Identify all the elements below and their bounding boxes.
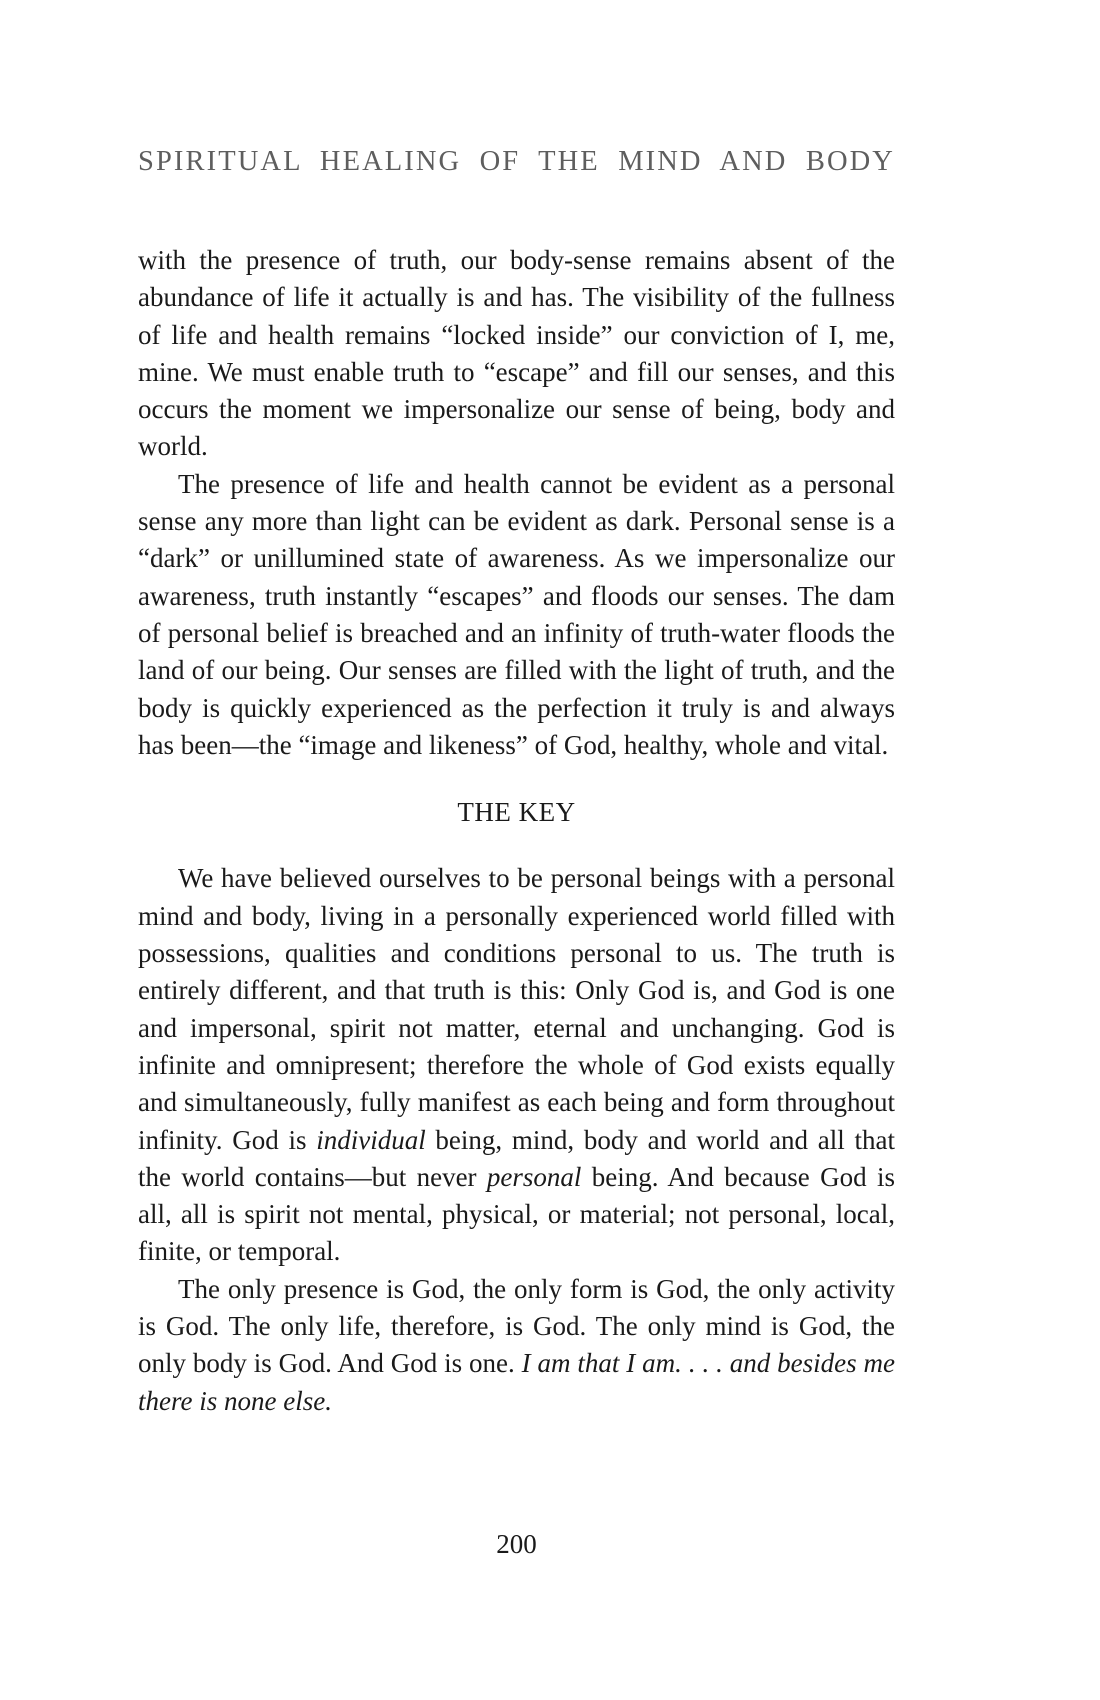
scripture-quote: I am that I am. . . . and besides me there is none else. [138,1348,895,1416]
running-head-title: SPIRITUAL HEALING OF THE MIND AND BODY [138,146,895,177]
italic-personal: personal [486,1161,582,1192]
book-page [138,0,895,1700]
body-text [138,242,895,1420]
paragraph-4 [138,1271,895,1420]
section-heading: THE KEY [457,797,576,828]
italic-individual: individual [316,1124,426,1155]
paragraph-3-text-b: being, mind, body and world and all that the world contains—but never [138,1124,895,1192]
paragraph-3-text-c: being. And because God is all, all is spirit not mental, physical, or material; not personal, local, finite, or temporal. [138,1161,895,1267]
page-number: 200 [496,1529,537,1559]
paragraph-2: The presence of life and health cannot be evident as a personal sense any more than light can be evident as dark. Personal sense is a “dark” or unillumined state of awareness. As we impersonalize our awareness, truth instantly “escapes” and floods our senses. The dam of personal belief is breached and an infinity of truth-water floods the land of our being. Our senses are filled with the light of truth, and the body is quickly experienced as the perfection it truly is and always has been—the “image and likeness” of God, healthy, whole and vital. [138,468,895,760]
paragraph-3 [138,860,895,1270]
paragraph-3-text-a: We have believed ourselves to be personal beings with a personal mind and body, living in a personally experienced world filled with possessions, qualities and conditions personal to us. The truth is entirely different, and that truth is this: Only God is, and God is one and impersonal, spirit not matter, eternal and unchanging. God is infinite and omnipresent; therefore the whole of God exists equally and simultaneously, fully manifest as each being and form throughout infinity. God is [138,863,895,1155]
paragraph-1: with the presence of truth, our body-sense remains absent of the abundance of life it actually is and has. The visibility of the fullness of life and health remains “locked inside” our conviction of I, me, mine. We must enable truth to “escape” and fill our senses, and this occurs the moment we impersonalize our sense of being, body and world. [138,245,895,462]
paragraph-4-text: The only presence is God, the only form is God, the only activity is God. The only life, therefore, is God. The only mind is God, the only body is God. And God is one. [138,1273,895,1379]
